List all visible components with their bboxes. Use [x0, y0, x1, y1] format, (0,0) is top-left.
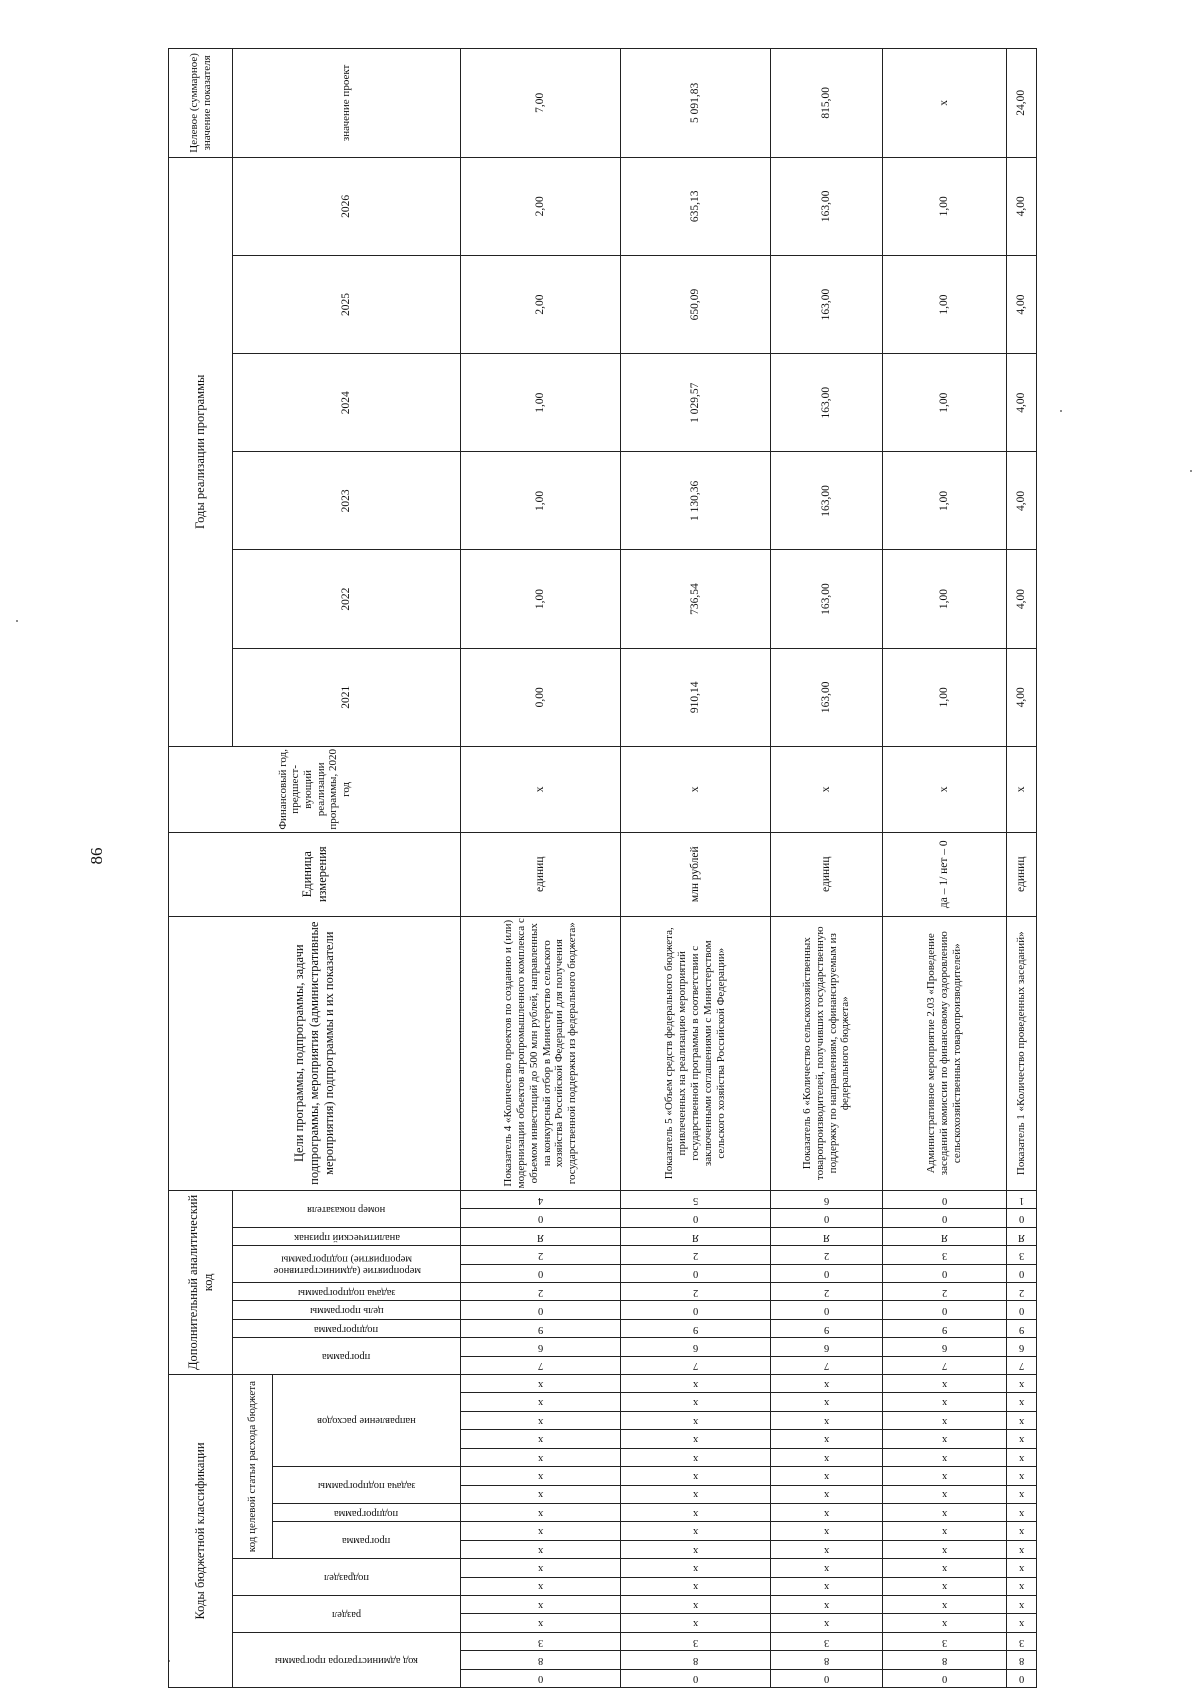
year-value-cell: 2,00	[461, 157, 621, 255]
code-char-admin: 0	[771, 1669, 883, 1687]
code-char-direction: х	[621, 1411, 771, 1429]
code-char-direction: х	[883, 1374, 1007, 1393]
code-char-program: х	[621, 1540, 771, 1558]
year-value-cell: 4,00	[1007, 157, 1037, 255]
code-char-admin: 3	[461, 1632, 621, 1650]
table-body	[461, 49, 1037, 1688]
code-char-task: х	[461, 1467, 621, 1485]
code-char-add-indicator: 0	[1007, 1209, 1037, 1227]
code-char-admin: 0	[1007, 1669, 1037, 1687]
code-char-add-subprogram: 9	[883, 1319, 1007, 1337]
years-header: Годы реализации программы	[169, 157, 233, 746]
year-value-cell: 1,00	[461, 550, 621, 648]
code-char-task: х	[771, 1485, 883, 1503]
code-char-add-goal: 0	[621, 1301, 771, 1319]
year-value-cell: 1,00	[883, 550, 1007, 648]
code-char-admin: 3	[771, 1632, 883, 1650]
code-char-task: х	[771, 1467, 883, 1485]
scan-speck	[1060, 410, 1062, 412]
code-char-add-subprogram: 9	[621, 1319, 771, 1337]
year-value-cell: 4,00	[1007, 354, 1037, 452]
code-char-task: х	[883, 1485, 1007, 1503]
code-char-section: х	[461, 1614, 621, 1632]
code-char-add-indicator: 0	[461, 1209, 621, 1227]
indicator-description: Показатель 6 «Количество сельскохозяйственных товаропроизводителей, получивших государственную поддержку по направлениям, софинансируемым из федерального бюджета»	[771, 916, 883, 1190]
code-char-subsection: х	[883, 1577, 1007, 1595]
admin-code-header: код администратора программы	[233, 1632, 461, 1687]
code-char-subsection: х	[883, 1559, 1007, 1577]
year-value-cell: 163,00	[771, 648, 883, 746]
add-attr-header: аналитический признак	[233, 1227, 461, 1245]
year-value-cell: 1 130,36	[621, 452, 771, 550]
code-char-direction: х	[461, 1374, 621, 1393]
base-year-header: Финансовый год, предшест-вующий реализации программы, 2020 год	[169, 746, 461, 832]
code-char-direction: х	[771, 1411, 883, 1429]
code-char-add-subprogram: 9	[461, 1319, 621, 1337]
code-char-add-event: 0	[883, 1264, 1007, 1282]
code-char-direction: х	[771, 1393, 883, 1411]
code-char-add-attr: Я	[461, 1227, 621, 1245]
target-item-header: код целевой статьи расхода бюджета	[233, 1374, 273, 1558]
add-goal-header: цель программы	[233, 1301, 461, 1319]
code-char-add-event: 0	[461, 1264, 621, 1282]
add-program-header: программа	[233, 1338, 461, 1375]
year-value-cell: 163,00	[771, 255, 883, 353]
code-char-add-program: 7	[883, 1356, 1007, 1374]
code-char-program: х	[461, 1540, 621, 1558]
code-char-section: х	[771, 1595, 883, 1613]
code-char-add-event: 2	[621, 1246, 771, 1264]
code-char-add-task: 2	[771, 1282, 883, 1300]
code-char-add-goal: 0	[771, 1301, 883, 1319]
year-value-cell: 1,00	[883, 255, 1007, 353]
add-indicator-header: номер показателя	[233, 1190, 461, 1227]
table-row	[1007, 49, 1037, 1688]
code-char-add-indicator: 0	[771, 1209, 883, 1227]
code-char-direction: х	[461, 1411, 621, 1429]
year-value-cell: 1 029,57	[621, 354, 771, 452]
scan-speck	[16, 620, 18, 622]
year-2022-header: 2022	[233, 550, 461, 648]
code-char-direction: х	[883, 1393, 1007, 1411]
code-char-task: х	[621, 1485, 771, 1503]
target-value-header: Целевое (суммарное) значение показателя	[169, 49, 233, 158]
code-char-subsection: х	[461, 1559, 621, 1577]
code-char-add-subprogram: 9	[771, 1319, 883, 1337]
code-char-section: х	[1007, 1595, 1037, 1613]
code-char-section: х	[883, 1614, 1007, 1632]
code-char-add-event: 0	[771, 1264, 883, 1282]
expense-direction-header: направление расходов	[273, 1374, 461, 1466]
year-value-cell: 163,00	[771, 452, 883, 550]
code-char-subsection: х	[1007, 1577, 1037, 1595]
scan-speck	[1190, 470, 1192, 472]
table-row	[461, 49, 621, 1688]
code-char-add-goal: 0	[1007, 1301, 1037, 1319]
code-char-add-event: 0	[1007, 1264, 1037, 1282]
code-char-section: х	[461, 1595, 621, 1613]
year-value-cell: 1,00	[883, 452, 1007, 550]
code-char-direction: х	[621, 1430, 771, 1448]
unit-cell: единиц	[461, 832, 621, 916]
indicator-description: Показатель 1 «Количество проведенных заседаний»	[1007, 916, 1037, 1190]
code-char-direction: х	[1007, 1448, 1037, 1466]
code-char-add-task: 2	[883, 1282, 1007, 1300]
unit-cell: единиц	[1007, 832, 1037, 916]
code-char-subprogram: х	[771, 1503, 883, 1521]
target-value-cell: 24,00	[1007, 49, 1037, 158]
year-value-cell: 1,00	[461, 354, 621, 452]
additional-code-header: Дополнительный аналитический код	[169, 1190, 233, 1374]
code-char-direction: х	[621, 1448, 771, 1466]
code-char-subsection: х	[771, 1559, 883, 1577]
code-char-admin: 8	[771, 1651, 883, 1669]
rotated-table-sheet	[168, 48, 1036, 1688]
year-2023-header: 2023	[233, 452, 461, 550]
code-char-add-program: 7	[461, 1356, 621, 1374]
target-value-cell: х	[883, 49, 1007, 158]
code-char-admin: 8	[1007, 1651, 1037, 1669]
code-char-subsection: х	[461, 1577, 621, 1595]
unit-header: Единица измерения	[169, 832, 461, 916]
code-char-task: х	[883, 1467, 1007, 1485]
unit-cell: млн рублей	[621, 832, 771, 916]
code-char-direction: х	[621, 1393, 771, 1411]
code-char-add-indicator: 4	[461, 1190, 621, 1209]
budget-codes-header: Коды бюджетной классификации	[169, 1374, 233, 1687]
code-char-admin: 8	[883, 1651, 1007, 1669]
code-char-direction: х	[771, 1430, 883, 1448]
code-char-task: х	[1007, 1467, 1037, 1485]
base-year-cell: х	[461, 746, 621, 832]
target-sub-header: значение проект	[233, 49, 461, 158]
year-value-cell: 4,00	[1007, 550, 1037, 648]
code-char-section: х	[621, 1595, 771, 1613]
code-char-program: х	[1007, 1522, 1037, 1540]
code-char-admin: 0	[883, 1669, 1007, 1687]
code-char-direction: х	[1007, 1411, 1037, 1429]
indicator-description: Показатель 5 «Объем средств федерального бюджета, привлеченных на реализацию мероприятий государственной программы в соответствии с заключенными соглашениями с Министерством сельского хозяйства Российской Федерации»	[621, 916, 771, 1190]
code-char-direction: х	[1007, 1430, 1037, 1448]
target-value-cell: 815,00	[771, 49, 883, 158]
code-char-add-task: 2	[621, 1282, 771, 1300]
year-value-cell: 2,00	[461, 255, 621, 353]
base-year-cell: х	[883, 746, 1007, 832]
code-char-add-program: 7	[771, 1356, 883, 1374]
code-char-direction: х	[771, 1448, 883, 1466]
code-char-direction: х	[883, 1411, 1007, 1429]
subprogram-header: подпрограмма	[273, 1503, 461, 1521]
code-char-add-event: 3	[1007, 1246, 1037, 1264]
code-char-program: х	[771, 1522, 883, 1540]
year-value-cell: 650,09	[621, 255, 771, 353]
code-char-add-program: 7	[621, 1356, 771, 1374]
code-char-admin: 0	[461, 1669, 621, 1687]
code-char-direction: х	[1007, 1374, 1037, 1393]
code-char-add-task: 2	[1007, 1282, 1037, 1300]
code-char-add-attr: Я	[883, 1227, 1007, 1245]
code-char-program: х	[771, 1540, 883, 1558]
year-value-cell: 1,00	[461, 452, 621, 550]
base-year-cell: х	[1007, 746, 1037, 832]
code-char-task: х	[621, 1467, 771, 1485]
year-value-cell: 0,00	[461, 648, 621, 746]
year-value-cell: 1,00	[883, 648, 1007, 746]
code-char-add-indicator: 0	[883, 1209, 1007, 1227]
code-char-admin: 3	[621, 1632, 771, 1650]
code-char-task: х	[1007, 1485, 1037, 1503]
code-char-program: х	[621, 1522, 771, 1540]
code-char-add-attr: Я	[621, 1227, 771, 1245]
section-header: раздел	[233, 1595, 461, 1632]
code-char-subprogram: х	[461, 1503, 621, 1521]
year-2026-header: 2026	[233, 157, 461, 255]
code-char-add-event: 0	[621, 1264, 771, 1282]
code-char-add-program: 6	[1007, 1338, 1037, 1356]
year-2024-header: 2024	[233, 354, 461, 452]
table-row	[771, 49, 883, 1688]
subsection-header: подраздел	[233, 1559, 461, 1596]
year-value-cell: 4,00	[1007, 452, 1037, 550]
year-value-cell: 163,00	[771, 157, 883, 255]
code-char-direction: х	[883, 1430, 1007, 1448]
code-char-direction: х	[461, 1393, 621, 1411]
code-char-section: х	[621, 1614, 771, 1632]
code-char-add-program: 7	[1007, 1356, 1037, 1374]
code-char-section: х	[1007, 1614, 1037, 1632]
target-value-cell: 7,00	[461, 49, 621, 158]
code-char-program: х	[883, 1522, 1007, 1540]
code-char-add-program: 6	[621, 1338, 771, 1356]
code-char-direction: х	[461, 1430, 621, 1448]
code-char-add-indicator: 1	[1007, 1190, 1037, 1209]
year-value-cell: 1,00	[883, 354, 1007, 452]
indicator-description: Административное мероприятие 2.03 «Проведение заседаний комиссии по финансовому оздоровлению сельскохозяйственных товаропроизводителей»	[883, 916, 1007, 1190]
code-char-add-subprogram: 9	[1007, 1319, 1037, 1337]
code-char-add-program: 6	[771, 1338, 883, 1356]
code-char-admin: 3	[883, 1632, 1007, 1650]
table-row	[883, 49, 1007, 1688]
add-event-header: мероприятие (административное мероприятие) подпрограммы	[233, 1246, 461, 1283]
code-char-add-indicator: 6	[771, 1190, 883, 1209]
add-subprogram-header: подпрограмма	[233, 1319, 461, 1337]
code-char-direction: х	[461, 1448, 621, 1466]
code-char-program: х	[461, 1522, 621, 1540]
code-char-admin: 3	[1007, 1632, 1037, 1650]
table-row	[621, 49, 771, 1688]
code-char-direction: х	[883, 1448, 1007, 1466]
code-char-direction: х	[1007, 1393, 1037, 1411]
code-char-direction: х	[771, 1374, 883, 1393]
base-year-cell: х	[771, 746, 883, 832]
page-number: 86	[87, 847, 106, 865]
code-char-subsection: х	[1007, 1559, 1037, 1577]
program-indicators-table	[168, 48, 1037, 1688]
code-char-section: х	[883, 1595, 1007, 1613]
code-char-program: х	[883, 1540, 1007, 1558]
code-char-add-attr: Я	[1007, 1227, 1037, 1245]
code-char-subprogram: х	[883, 1503, 1007, 1521]
code-char-add-goal: 0	[461, 1301, 621, 1319]
code-char-section: х	[771, 1614, 883, 1632]
code-char-add-goal: 0	[883, 1301, 1007, 1319]
year-value-cell: 163,00	[771, 550, 883, 648]
code-char-subprogram: х	[621, 1503, 771, 1521]
code-char-add-program: 6	[461, 1338, 621, 1356]
year-value-cell: 4,00	[1007, 648, 1037, 746]
code-char-subsection: х	[771, 1577, 883, 1595]
program-header: программа	[273, 1522, 461, 1559]
code-char-subsection: х	[621, 1577, 771, 1595]
code-char-add-indicator: 5	[621, 1190, 771, 1209]
indicator-description: Показатель 4 «Количество проектов по созданию и (или) модернизации объектов агропромышленного комплекса с объемом инвестиций до 500 млн рублей, направленных на конкурсный отбор в Министерство сельского хозяйства Российской Федерации для получения государственной поддержки из федерального бюджета»	[461, 916, 621, 1190]
code-char-direction: х	[621, 1374, 771, 1393]
code-char-subsection: х	[621, 1559, 771, 1577]
base-year-cell: х	[621, 746, 771, 832]
year-value-cell: 163,00	[771, 354, 883, 452]
unit-cell: да – 1/ нет – 0	[883, 832, 1007, 916]
year-2021-header: 2021	[233, 648, 461, 746]
year-2025-header: 2025	[233, 255, 461, 353]
goals-header: Цели программы, подпрограммы, задачи подпрограммы, мероприятия (административные мероприятия) подпрограммы и их показатели	[169, 916, 461, 1190]
year-value-cell: 910,14	[621, 648, 771, 746]
code-char-add-indicator: 0	[621, 1209, 771, 1227]
code-char-add-event: 2	[771, 1246, 883, 1264]
code-char-add-indicator: 0	[883, 1190, 1007, 1209]
code-char-admin: 8	[621, 1651, 771, 1669]
code-char-add-event: 2	[461, 1246, 621, 1264]
year-value-cell: 4,00	[1007, 255, 1037, 353]
year-value-cell: 736,54	[621, 550, 771, 648]
target-value-cell: 5 091,83	[621, 49, 771, 158]
code-char-program: х	[1007, 1540, 1037, 1558]
year-value-cell: 635,13	[621, 157, 771, 255]
code-char-add-program: 6	[883, 1338, 1007, 1356]
code-char-add-attr: Я	[771, 1227, 883, 1245]
code-char-subprogram: х	[1007, 1503, 1037, 1521]
code-char-admin: 0	[621, 1669, 771, 1687]
subprogram-task-header: задача подпрограммы	[273, 1467, 461, 1504]
code-char-task: х	[461, 1485, 621, 1503]
code-char-admin: 8	[461, 1651, 621, 1669]
add-task-header: задача подпрограммы	[233, 1282, 461, 1300]
code-char-add-task: 2	[461, 1282, 621, 1300]
unit-cell: единиц	[771, 832, 883, 916]
code-char-add-event: 3	[883, 1246, 1007, 1264]
year-value-cell: 1,00	[883, 157, 1007, 255]
